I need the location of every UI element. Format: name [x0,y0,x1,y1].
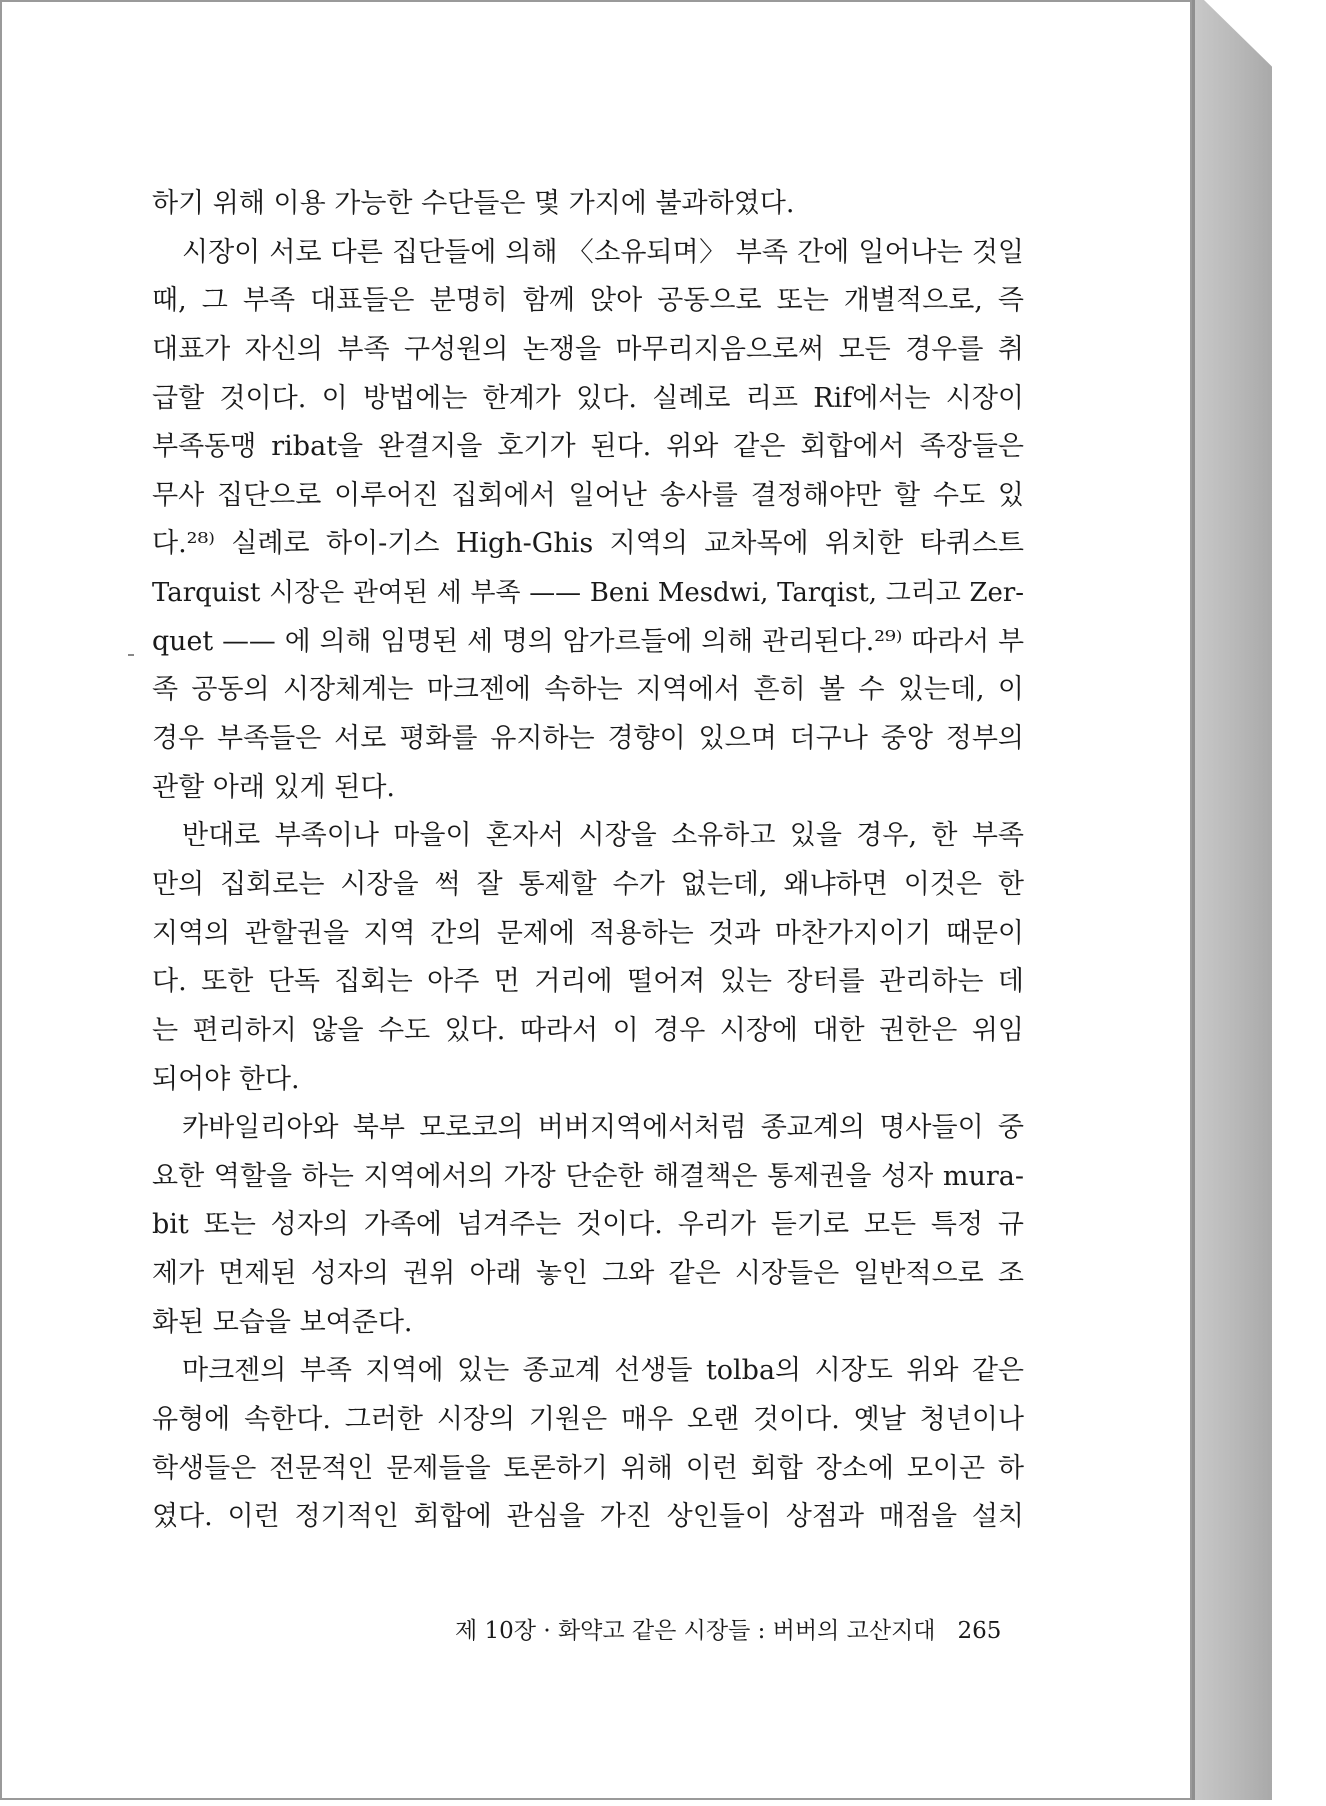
margin-mark [128,654,134,656]
text-line: 마크젠의 부족 지역에 있는 종교계 선생들 tolba의 시장도 위와 같은 [182,1355,1024,1387]
page-stack-edge [1192,0,1272,1800]
text-line: 는 편리하지 않을 수도 있다. 따라서 이 경우 시장에 대한 권한은 위임 [152,1014,1024,1046]
text-line: quet —— 에 의해 임명된 세 명의 암가르들에 의해 관리된다.²⁹⁾ 따라서 부 [152,625,1024,657]
page-footer [455,1612,1000,1645]
text-line: 화된 모습을 보여준다. [152,1306,413,1338]
text-line: 부족동맹 ribat을 완결지을 호기가 된다. 위와 같은 회합에서 족장들은 [152,431,1024,463]
text-line: 무사 집단으로 이루어진 집회에서 일어난 송사를 결정해야만 할 수도 있 [152,479,1024,511]
text-line: 급할 것이다. 이 방법에는 한계가 있다. 실례로 리프 Rif에서는 시장이 [152,382,1024,414]
text-line: 하기 위해 이용 가능한 수단들은 몇 가지에 불과하였다. [152,188,795,219]
body-text [152,180,1024,1542]
text-line: 카바일리아와 북부 모로코의 버버지역에서처럼 종교계의 명사들이 중 [182,1112,1024,1144]
text-line: 관할 아래 있게 된다. [152,771,395,803]
text-line: bit 또는 성자의 가족에 넘겨주는 것이다. 우리가 듣기로 모든 특정 규 [152,1209,1024,1241]
text-line: 대표가 자신의 부족 구성원의 논쟁을 마무리지음으로써 모든 경우를 취 [152,333,1024,365]
text-line: 였다. 이런 정기적인 회합에 관심을 가진 상인들이 상점과 매점을 설치 [152,1501,1024,1533]
text-line: 제가 면제된 성자의 권위 아래 놓인 그와 같은 시장들은 일반적으로 조 [152,1258,1024,1290]
text-line: 때, 그 부족 대표들은 분명히 함께 앉아 공동으로 또는 개별적으로, 즉 [152,285,1024,317]
text-line: 되어야 한다. [152,1063,300,1095]
text-line: 지역의 관할권을 지역 간의 문제에 적용하는 것과 마찬가지이기 때문이 [152,917,1024,949]
text-line: Tarquist 시장은 관여된 세 부족 —— Beni Mesdwi, Tarqist, 그리고 Zer- [152,578,1024,609]
text-line: 다. 또한 단독 집회는 아주 먼 거리에 떨어져 있는 장터를 관리하는 데 [152,966,1024,998]
text-line: 학생들은 전문적인 문제들을 토론하기 위해 이런 회합 장소에 모이곤 하 [152,1452,1024,1484]
text-line: 유형에 속한다. 그러한 시장의 기원은 매우 오랜 것이다. 옛날 청년이나 [152,1404,1024,1436]
text-line: 다.²⁸⁾ 실례로 하이-기스 High-Ghis 지역의 교차목에 위치한 타퀴스트 [152,528,1024,560]
text-line: 족 공동의 시장체계는 마크젠에 속하는 지역에서 흔히 볼 수 있는데, 이 [152,674,1024,706]
text-line: 반대로 부족이나 마을이 혼자서 시장을 소유하고 있을 경우, 한 부족 [182,820,1024,852]
text-line: 만의 집회로는 시장을 썩 잘 통제할 수가 없는데, 왜냐하면 이것은 한 [152,868,1024,900]
text-line: 경우 부족들은 서로 평화를 유지하는 경향이 있으며 더구나 중앙 정부의 [152,723,1024,755]
text-line: 시장이 서로 다른 집단들에 의해 〈소유되며〉 부족 간에 일어나는 것일 [182,236,1024,268]
page-edge-divider [1192,0,1195,1800]
page-number: 265 [957,1618,1002,1644]
text-line: 요한 역할을 하는 지역에서의 가장 단순한 해결책은 통제권을 성자 mura- [152,1160,1024,1192]
running-head: 제 10장 · 화약고 같은 시장들 : 버버의 고산지대 [455,1618,936,1644]
